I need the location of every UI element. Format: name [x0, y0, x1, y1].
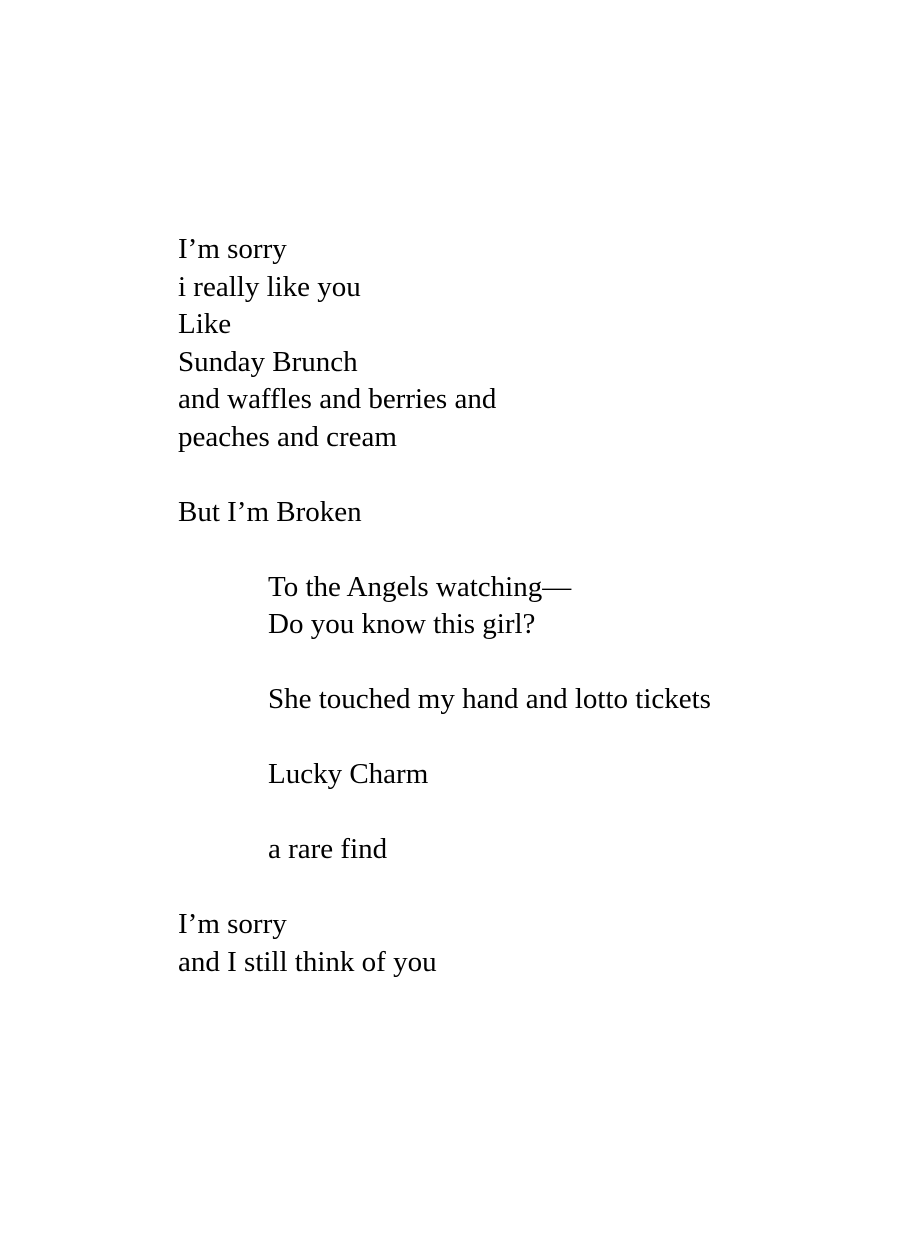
- poem-line: I’m sorry: [178, 908, 287, 940]
- stanza-break: [178, 644, 858, 682]
- poem-line: and I still think of you: [178, 945, 437, 978]
- stanza-break: [178, 531, 858, 569]
- poem-line: But I’m Broken: [178, 495, 362, 528]
- indented-poem-line: Lucky Charm: [268, 758, 429, 790]
- indented-poem-line: To the Angels watching—: [268, 570, 572, 603]
- poem-body: [178, 231, 858, 981]
- stanza-break: [178, 869, 858, 907]
- indented-poem-line: a rare find: [268, 833, 388, 865]
- indented-poem-line: She touched my hand and lotto tickets: [268, 683, 711, 715]
- poem-line: i really like you: [178, 270, 361, 303]
- indented-poem-line: Do you know this girl?: [268, 608, 536, 640]
- poem-line: Like: [178, 308, 232, 340]
- stanza-break: [178, 719, 858, 757]
- poem-line: and waffles and berries and: [178, 383, 497, 415]
- stanza-break: [178, 794, 858, 832]
- poem-line: I’m sorry: [178, 233, 287, 265]
- poem-line: peaches and cream: [178, 420, 397, 453]
- poem-line: Sunday Brunch: [178, 345, 358, 378]
- stanza-break: [178, 456, 858, 494]
